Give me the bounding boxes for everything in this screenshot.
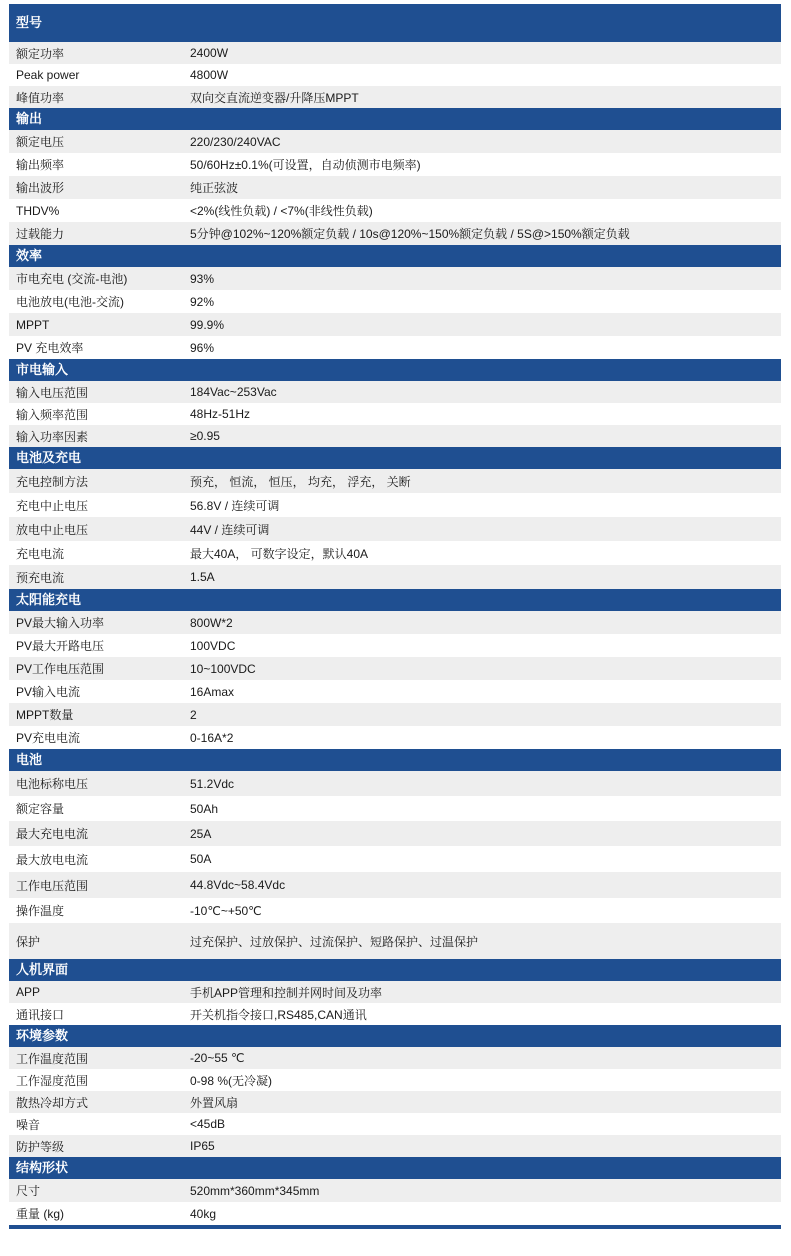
section-rows — [9, 611, 781, 749]
section-rows — [9, 130, 781, 245]
row-label: 额定功率 — [16, 46, 65, 61]
table-row — [9, 1179, 781, 1202]
row-value: 800W*2 — [190, 615, 233, 630]
row-label: 市电充电 (交流-电池) — [16, 272, 128, 286]
row-label: PV输入电流 — [16, 685, 81, 699]
section-model — [9, 4, 781, 108]
row-label: 防护等级 — [16, 1139, 65, 1154]
table-row — [9, 425, 781, 447]
section-output — [9, 108, 781, 245]
section-header: 电池及充电 — [9, 447, 781, 469]
row-label: 输入电压范围 — [16, 385, 89, 400]
row-value: 16Amax — [190, 684, 235, 699]
row-label: 噪音 — [16, 1117, 41, 1132]
row-value: 99.9% — [190, 317, 225, 332]
table-row — [9, 1047, 781, 1069]
row-value: 51.2Vdc — [190, 776, 235, 791]
table-row — [9, 923, 781, 959]
row-value: 预充， 恒流， 恒压， 均充， 浮充， 关断 — [190, 474, 411, 489]
table-row — [9, 565, 781, 589]
section-header: 环境参数 — [9, 1025, 781, 1047]
row-label: 充电电流 — [16, 546, 65, 561]
row-value: 44.8Vdc~58.4Vdc — [190, 878, 286, 892]
row-value: -10℃~+50℃ — [190, 903, 262, 918]
row-label: 输出波形 — [16, 181, 65, 195]
row-label: 额定容量 — [16, 802, 65, 816]
row-value: <45dB — [190, 1117, 226, 1131]
table-row — [9, 313, 781, 336]
table-row — [9, 64, 781, 86]
table-row — [9, 846, 781, 872]
section-battery — [9, 749, 781, 959]
row-label: 充电中止电压 — [16, 498, 89, 513]
section-environment — [9, 1025, 781, 1157]
table-row — [9, 657, 781, 680]
row-value: 0-16A*2 — [190, 730, 234, 745]
row-value: 184Vac~253Vac — [190, 385, 277, 399]
table-row — [9, 703, 781, 726]
row-label: 工作湿度范围 — [16, 1073, 89, 1088]
row-value: 40kg — [190, 1206, 217, 1221]
table-row — [9, 1091, 781, 1113]
row-label: 充电控制方法 — [16, 474, 89, 489]
table-row — [9, 267, 781, 290]
row-value: 93% — [190, 271, 215, 286]
row-value: IP65 — [190, 1139, 215, 1153]
table-row — [9, 821, 781, 846]
row-label: 保护 — [16, 934, 41, 949]
table-row — [9, 42, 781, 64]
row-label: 最大充电电流 — [16, 827, 89, 841]
row-value: 外置风扇 — [190, 1095, 239, 1110]
table-row — [9, 222, 781, 245]
section-header: 太阳能充电 — [9, 589, 781, 611]
table-row — [9, 469, 781, 493]
table-row — [9, 1135, 781, 1157]
section-structure — [9, 1157, 781, 1225]
section-rows — [9, 469, 781, 589]
table-row — [9, 336, 781, 359]
table-row — [9, 130, 781, 153]
table-row — [9, 872, 781, 898]
row-value: 1.5A — [190, 570, 215, 584]
row-value: 0-98 %(无冷凝) — [190, 1073, 273, 1088]
row-label: 输入频率范围 — [16, 407, 89, 422]
row-value: 50/60Hz±0.1%(可设置，自动侦测市电频率) — [190, 158, 421, 172]
section-header: 市电输入 — [9, 359, 781, 381]
row-value: 最大40A， 可数字设定，默认40A — [190, 546, 369, 561]
row-value: 56.8V / 连续可调 — [190, 498, 280, 513]
row-value: 4800W — [190, 68, 229, 82]
row-label: THDV% — [16, 203, 60, 218]
table-row — [9, 898, 781, 923]
row-label: 预充电流 — [16, 570, 65, 585]
table-row — [9, 493, 781, 517]
table-row — [9, 381, 781, 403]
table-row — [9, 176, 781, 199]
row-label: APP — [16, 985, 41, 999]
table-row — [9, 517, 781, 541]
row-label: 输入功率因素 — [16, 429, 89, 444]
row-label: Peak power — [16, 68, 80, 82]
row-value: 10~100VDC — [190, 661, 256, 676]
row-label: 工作温度范围 — [16, 1051, 89, 1066]
row-value: 96% — [190, 340, 215, 355]
row-value: 手机APP管理和控制并网时间及功率 — [190, 985, 383, 1000]
row-label: 电池放电(电池-交流) — [16, 295, 124, 309]
section-rows — [9, 981, 781, 1025]
row-label: 放电中止电压 — [16, 522, 89, 537]
section-rows — [9, 1047, 781, 1157]
row-value: 2 — [190, 707, 197, 722]
row-value: 520mm*360mm*345mm — [190, 1183, 320, 1198]
section-solar-charging — [9, 589, 781, 749]
row-value: 220/230/240VAC — [190, 134, 281, 149]
section-header: 结构形状 — [9, 1157, 781, 1179]
section-header: 电池 — [9, 749, 781, 771]
section-rows — [9, 771, 781, 959]
section-battery-charging — [9, 447, 781, 589]
row-label: 散热冷却方式 — [16, 1095, 89, 1110]
section-rows — [9, 267, 781, 359]
section-header: 人机界面 — [9, 959, 781, 981]
table-row — [9, 680, 781, 703]
row-label: MPPT数量 — [16, 708, 74, 722]
table-row — [9, 771, 781, 796]
row-label: MPPT — [16, 317, 50, 332]
row-value: 5分钟@102%~120%额定负载 / 10s@120%~150%额定负载 / 5S@>150%额定负载 — [190, 227, 630, 241]
row-value: <2%(线性负载) / <7%(非线性负载) — [190, 204, 373, 218]
row-label: 尺寸 — [16, 1184, 41, 1198]
table-row — [9, 981, 781, 1003]
section-rows — [9, 1179, 781, 1225]
row-label: PV工作电压范围 — [16, 662, 105, 676]
table-row — [9, 541, 781, 565]
bottom-divider — [9, 1225, 781, 1229]
row-label: 额定电压 — [16, 135, 65, 149]
row-value: 开关机指令接口,RS485,CAN通讯 — [190, 1007, 367, 1022]
table-row — [9, 1113, 781, 1135]
row-label: 通讯接口 — [16, 1007, 65, 1022]
row-label: 峰值功率 — [16, 90, 65, 105]
row-label: PV最大输入功率 — [16, 616, 105, 630]
table-row — [9, 403, 781, 425]
section-hmi — [9, 959, 781, 1025]
section-header: 型号 — [9, 4, 781, 42]
row-value: 50A — [190, 852, 212, 866]
table-row — [9, 1202, 781, 1225]
row-value: 44V / 连续可调 — [190, 522, 270, 537]
section-header: 输出 — [9, 108, 781, 130]
row-value: 2400W — [190, 46, 229, 60]
row-label: 最大放电电流 — [16, 852, 89, 867]
row-value: 48Hz-51Hz — [190, 407, 251, 421]
row-value: 92% — [190, 294, 215, 309]
table-row — [9, 199, 781, 222]
table-row — [9, 726, 781, 749]
row-value: 50Ah — [190, 801, 219, 816]
row-value: 25A — [190, 826, 212, 841]
section-rows — [9, 42, 781, 108]
row-label: 输出频率 — [16, 158, 65, 172]
table-row — [9, 634, 781, 657]
row-label: PV充电电流 — [16, 731, 81, 745]
table-row — [9, 611, 781, 634]
row-value: 双向交直流逆变器/升降压MPPT — [190, 90, 359, 105]
row-value: 过充保护、过放保护、过流保护、短路保护、过温保护 — [190, 934, 479, 949]
row-label: PV 充电效率 — [16, 341, 84, 355]
row-label: 重量 (kg) — [16, 1207, 65, 1221]
row-label: 操作温度 — [16, 904, 65, 918]
table-row — [9, 290, 781, 313]
row-value: -20~55 ℃ — [190, 1051, 245, 1065]
section-rows — [9, 381, 781, 447]
table-row — [9, 1003, 781, 1025]
table-row — [9, 86, 781, 108]
row-value: 100VDC — [190, 638, 236, 653]
table-row — [9, 153, 781, 176]
row-label: 电池标称电压 — [16, 777, 89, 791]
row-label: PV最大开路电压 — [16, 639, 105, 653]
section-grid-input — [9, 359, 781, 447]
row-value: 纯正弦波 — [190, 181, 239, 195]
row-label: 工作电压范围 — [16, 878, 89, 893]
section-efficiency — [9, 245, 781, 359]
table-row — [9, 796, 781, 821]
table-row — [9, 1069, 781, 1091]
row-label: 过载能力 — [16, 227, 65, 241]
row-value: ≥0.95 — [190, 429, 220, 443]
section-header: 效率 — [9, 245, 781, 267]
